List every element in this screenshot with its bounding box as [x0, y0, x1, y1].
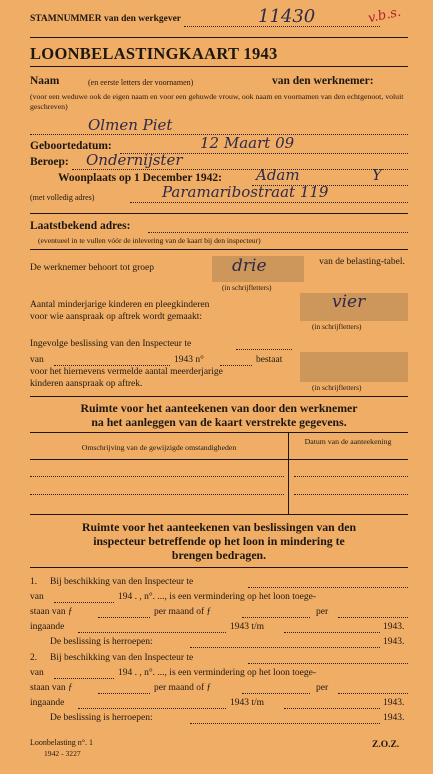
col-divider: [288, 432, 289, 514]
entry-line2: 194 . , n°. ..., is een vermindering op het loon toege-: [118, 592, 316, 602]
entry-dots: [190, 647, 380, 648]
adres-value: Paramaribostraat 119: [162, 183, 329, 201]
kinderen-schrift: (in schrijfletters): [312, 322, 362, 331]
section3-heading3: brengen bedragen.: [171, 548, 267, 562]
entry-tm: 1943 t/m: [230, 622, 265, 632]
footer-zoz: Z.O.Z.: [372, 740, 400, 750]
woonplaats-value: Adam: [256, 166, 300, 184]
section3-heading1: Ruimte voor het aanteekenen van beslissingen van den: [81, 520, 357, 534]
groep-suffix: van de belasting-tabel.: [319, 257, 405, 267]
kinderen-value: vier: [332, 292, 366, 312]
kinderen-text2: voor wie aanspraak op aftrek wordt gemaakt:: [30, 312, 202, 322]
section3-heading2: inspecteur betreffende op het loon in mindering te: [93, 534, 345, 548]
entry-line1: Bij beschikking van den Inspecteur te: [50, 653, 194, 663]
stamnummer-line: [184, 26, 380, 27]
row-line-1: [30, 476, 284, 477]
naam-value: Olmen Piet: [88, 116, 173, 134]
geboortedatum-value: 12 Maart 09: [200, 134, 295, 152]
card-title: LOONBELASTINGKAART 1943: [30, 44, 278, 63]
weduwe-note: (voor een weduwe ook de eigen naam en voor een gehuwde vrouw, ook naam en voornamen van den echtgenoot, voluit geschreven): [30, 92, 404, 111]
entry-dots: [338, 617, 408, 618]
row-line-1b: [294, 476, 408, 477]
woonplaats-label: Woonplaats op 1 December 1942:: [58, 172, 222, 184]
beslissing-dots3: [220, 365, 252, 366]
row-line-2: [30, 494, 284, 495]
entry-dots: [284, 708, 380, 709]
beslissing-1943: 1943 n°: [174, 355, 204, 365]
entry-number: 2.: [30, 653, 38, 663]
rule-2: [30, 249, 408, 250]
entry-herroepen: De beslissing is herroepen:: [50, 637, 153, 647]
entry-dots: [338, 693, 408, 694]
entry-staan: staan van ƒ: [30, 683, 73, 693]
entry-dots: [242, 617, 310, 618]
beslissing-line3: voor het hiernevens vermelde aantal meerderjarige: [30, 367, 223, 377]
title-rule-bottom: [30, 66, 408, 67]
adres-line: [130, 202, 408, 203]
entry-dots: [242, 693, 310, 694]
entry-dots: [98, 693, 150, 694]
rule-3: [30, 396, 408, 397]
groep-text: De werknemer behoort tot groep: [30, 263, 154, 273]
stamnummer-label: STAMNUMMER van den werkgever: [30, 14, 182, 24]
laatst-line: [148, 232, 408, 233]
rule-4: [30, 432, 408, 433]
section2-heading1: Ruimte voor het aanteekenen van door den werknemer: [80, 401, 358, 415]
geboortedatum-label: Geboortedatum:: [30, 140, 112, 152]
entry-year: 1943.: [383, 622, 405, 632]
footer-form-number: Loonbelasting n°. 1: [30, 738, 93, 747]
beslissing-van: van: [30, 355, 44, 365]
rule-6: [30, 567, 408, 568]
laatst-hint: (eventueel in te vullen vóór de inlevering van de kaart bij den inspecteur): [38, 236, 261, 245]
entry-herroepen: De beslissing is herroepen:: [50, 713, 153, 723]
entry-dots: [78, 708, 226, 709]
beslissing-box: [300, 352, 408, 382]
entry-per: per: [316, 683, 329, 693]
entry-tm: 1943 t/m: [230, 698, 265, 708]
entry-per-maand: per maand of ƒ: [154, 607, 212, 617]
entry-ingaande: ingaande: [30, 622, 65, 632]
entry-line1: Bij beschikking van den Inspecteur te: [50, 577, 194, 587]
beslissing-line1: Ingevolge beslissing van den Inspecteur te: [30, 339, 192, 349]
entry-year: 1943.: [383, 698, 405, 708]
entry-staan: staan van ƒ: [30, 607, 73, 617]
entry-year-2: 1943.: [383, 637, 405, 647]
beslissing-line4: kinderen aanspraak op aftrek.: [30, 379, 143, 389]
entry-number: 1.: [30, 577, 38, 587]
beroep-value: Ondernijster: [86, 151, 183, 169]
laatst-label: Laatstbekend adres:: [30, 220, 131, 232]
entry-year-2: 1943.: [383, 713, 405, 723]
kinderen-text1: Aantal minderjarige kinderen en pleegkinderen: [30, 300, 210, 310]
entry-per: per: [316, 607, 329, 617]
groep-value: drie: [232, 256, 267, 276]
adres-hint: (met volledig adres): [30, 193, 95, 202]
entry-dots: [284, 632, 380, 633]
corner-mark: v.b.s.: [366, 4, 403, 27]
entry-dots: [248, 663, 408, 664]
col1-header: Omschrijving van de gewijzigde omstandigheden: [81, 443, 237, 452]
naam-hint: (en eerste letters der voornamen): [88, 78, 194, 87]
entry-line2: 194 . , n°. ..., is een vermindering op het loon toege-: [118, 668, 316, 678]
section2-heading2: na het aanleggen van de kaart verstrekte gegevens.: [91, 415, 347, 429]
entry-van: van: [30, 668, 44, 678]
beslissing-bestaat: bestaat: [256, 355, 283, 365]
entry-dots: [248, 587, 408, 588]
groep-schrift: (in schrijfletters): [222, 283, 272, 292]
entry-dots: [54, 678, 114, 679]
entry-per-maand: per maand of ƒ: [154, 683, 212, 693]
table-header-rule: [30, 459, 408, 460]
beroep-label: Beroep:: [30, 156, 69, 168]
beslissing-schrift: (in schrijfletters): [312, 383, 362, 392]
naam-label: Naam: [30, 75, 60, 87]
stamnummer-value: 11430: [258, 6, 316, 27]
entry-dots: [98, 617, 150, 618]
entry-dots: [190, 723, 380, 724]
beslissing-dots2: [54, 365, 170, 366]
title-rule-top: [30, 37, 408, 38]
entry-ingaande: ingaande: [30, 698, 65, 708]
entry-dots: [78, 632, 226, 633]
rule-1: [30, 213, 408, 214]
beroep-line: [72, 169, 408, 170]
row-line-2b: [294, 494, 408, 495]
col2-header: Datum van de aanteekening: [304, 437, 392, 446]
woonplaats-suffix: Y: [372, 166, 382, 184]
werknemer-label: van den werknemer:: [272, 75, 374, 87]
rule-5: [30, 514, 408, 515]
beslissing-dots1: [236, 349, 292, 350]
entry-van: van: [30, 592, 44, 602]
footer-print-code: 1942 - 3227: [44, 749, 81, 758]
entry-dots: [54, 602, 114, 603]
